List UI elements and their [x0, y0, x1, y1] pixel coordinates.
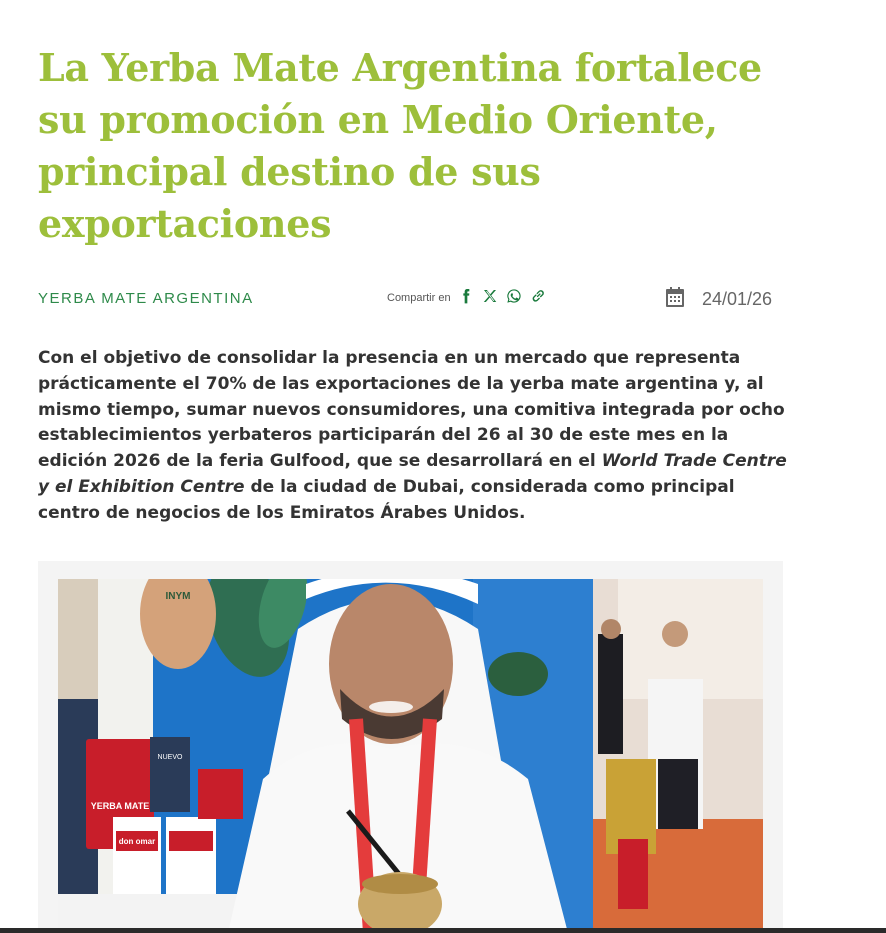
date-text: 24/01/26: [702, 288, 773, 309]
article-photo: [58, 579, 763, 933]
don-omar-label: don omar: [118, 837, 156, 846]
whatsapp-icon[interactable]: [505, 287, 523, 305]
lead-part-1: Con el objetivo de consolidar la presencia en un mercado que representa prácticamente el 70% de las exportaciones de la yerba mate argentina y, al mismo tiempo, sumar nuevos consumidores, una comitiva integrada por ocho establecimientos yerbateros participarán del 26 al 30 de este mes en la edición 2026 de la feria Gulfood, que se desarrollará en el: [38, 348, 785, 472]
inym-label: INYM: [165, 591, 191, 602]
share-bar: [387, 287, 547, 305]
share-label: Compartir en: [387, 292, 451, 304]
article-date: [666, 287, 772, 311]
lead-venue: World Trade Centre y el Exhibition Centre: [38, 451, 787, 497]
article-title: La Yerba Mate Argentina fortalece su promoción en Medio Oriente, principal destino de sus exportaciones: [38, 45, 762, 246]
bottom-divider: [0, 928, 886, 933]
article-author[interactable]: YERBA MATE ARGENTINA: [38, 290, 254, 307]
lead-part-2: de la ciudad de Dubai, considerada como principal centro de negocios de los Emiratos Árabes Unidos.: [38, 476, 735, 523]
facebook-icon[interactable]: [457, 287, 475, 305]
calendar-icon: [666, 287, 684, 311]
x-icon[interactable]: [481, 287, 499, 305]
article-lead: [38, 346, 788, 527]
nuevo-label: NUEVO: [157, 754, 183, 761]
link-icon[interactable]: [529, 287, 547, 305]
yerba-mate-label: YERBA MATE: [90, 801, 150, 811]
